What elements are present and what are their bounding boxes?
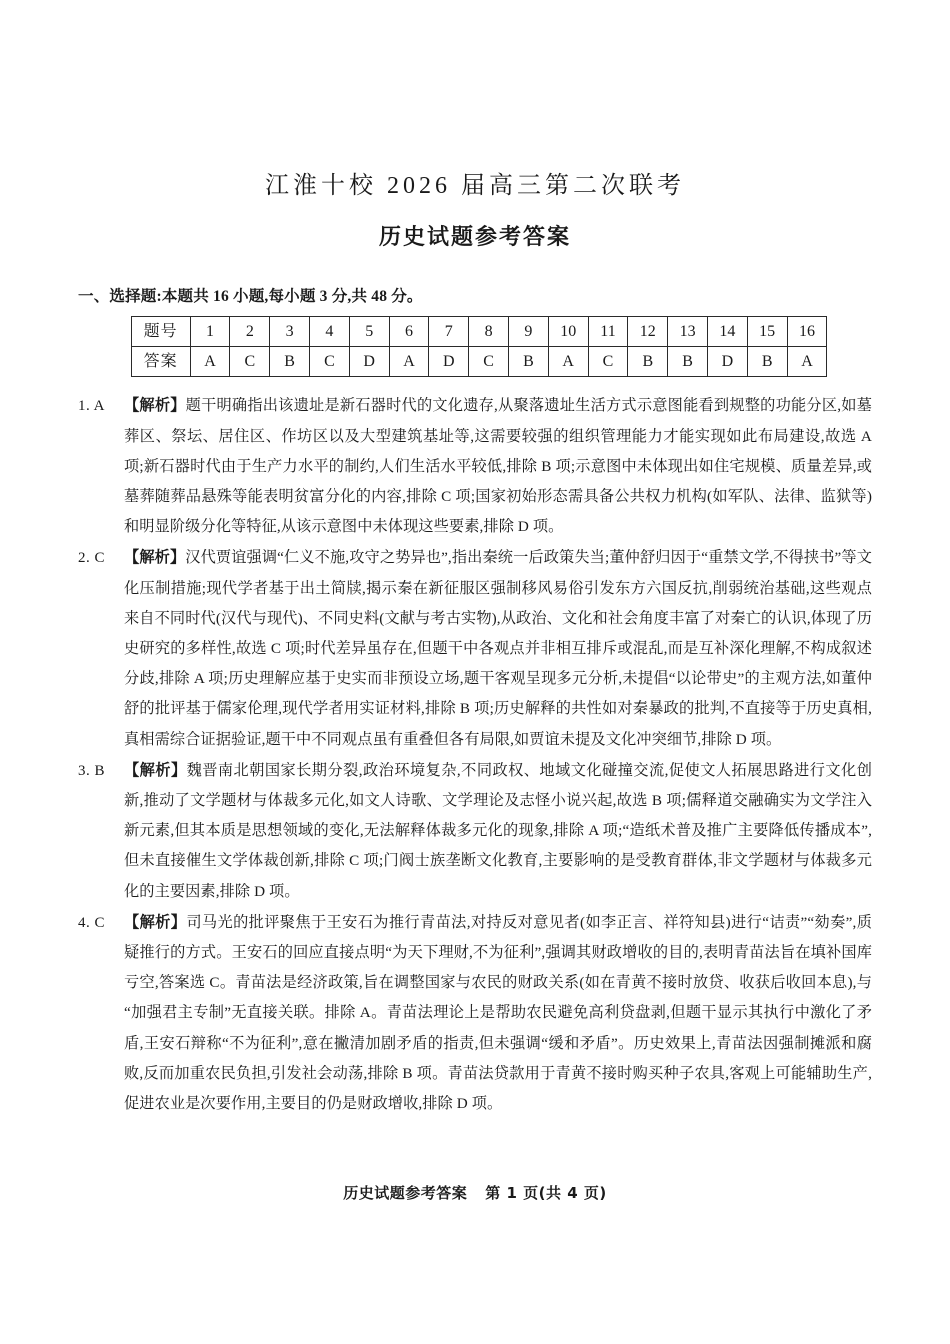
explanation-tag: 【解析】 — [124, 913, 187, 931]
question-number-cell: 4 — [310, 317, 350, 347]
page-subtitle: 历史试题参考答案 — [378, 224, 571, 250]
explanation-list — [0, 377, 950, 1119]
explanation-tag: 【解析】 — [124, 397, 186, 415]
question-number-cell: 1 — [190, 317, 230, 347]
question-number-cell: 16 — [787, 317, 827, 347]
footer-page-info: 第 1 页(共 4 页) — [485, 1184, 607, 1202]
question-number-cell: 7 — [429, 317, 469, 347]
explanation-tag: 【解析】 — [124, 761, 187, 779]
explanation-text: 汉代贾谊强调“仁义不施,攻守之势异也”,指出秦统一后政策失当;董仲舒归因于“重禁文学,不得挟书”等文化压制措施;现代学者基于出土简牍,揭示秦在新征服区强制移风易俗引发东方六国反抗,削弱统治基础,这些观点来自不同时代(汉代与现代)、不同史料(文献与考古实物),从政治、文化和社会角度丰富了对秦亡的认识,体现了历史研究的多样性,故选 C 项;时代差异虽存在,但题干中各观点并非相互排斥或混乱,而是互补深化理解,不构成叙述分歧,排除 A 项;历史理解应基于史实而非预设立场,题干客观呈现多元分析,未提倡“以论带史”的主观方法,如董仲舒的批评基于儒家伦理,现代学者用实证材料,排除 B 项;历史解释的共性如对秦暴政的批判,不直接等于历史真相,真相需综合证据验证,题干中不同观点虽有重叠但各有局限,如贾谊未提及文化冲突细节,排除 D 项。 — [124, 549, 872, 748]
answer-cell: B — [270, 347, 310, 377]
answer-cell: A — [787, 347, 827, 377]
answer-cell: D — [349, 347, 389, 377]
explanation-item — [0, 391, 950, 542]
answer-cell: A — [389, 347, 429, 377]
footer-label: 历史试题参考答案 — [343, 1184, 468, 1202]
answer-cell: A — [548, 347, 588, 377]
explanation-number: 3. B — [78, 762, 106, 779]
question-number-cell: 14 — [707, 317, 747, 347]
question-number-cell: 6 — [389, 317, 429, 347]
question-number-cell: 3 — [270, 317, 310, 347]
answer-cell: C — [588, 347, 628, 377]
question-number-cell: 5 — [349, 317, 389, 347]
answer-cell: B — [668, 347, 708, 377]
page-footer — [0, 1182, 950, 1203]
question-number-cell: 11 — [588, 317, 628, 347]
answer-table-wrapper — [0, 307, 950, 377]
question-number-cell: 15 — [747, 317, 787, 347]
explanation-item — [0, 543, 950, 754]
row-header-question: 题号 — [131, 317, 190, 347]
explanation-body — [124, 756, 872, 907]
question-number-cell: 2 — [230, 317, 270, 347]
page-title: 江淮十校 2026 届高三第二次联考 — [265, 173, 685, 199]
explanation-text: 司马光的批评聚焦于王安石为推行青苗法,对持反对意见者(如李正言、祥符知县)进行“诘责”“劾奏”,质疑推行的方式。王安石的回应直接点明“为天下理财,不为征利”,强调其财政增收的目的,表明青苗法旨在填补国库亏空,答案选 C。青苗法是经济政策,旨在调整国家与农民的财政关系(如在青黄不接时放贷、收获后收回本息),与“加强君主专制”无直接关联。排除 A。青苗法理论上是帮助农民避免高利贷盘剥,但题干显示其执行中激化了矛盾,王安石辩称“不为征利”,意在撇清加剧矛盾的指责,但未强调“缓和矛盾”。历史效果上,青苗法因强制摊派和腐败,反而加重农民负担,引发社会动荡,排除 B 项。青苗法贷款用于青黄不接时购买种子农具,客观上可能辅助生产,促进农业是次要作用,主要目的仍是财政增收,排除 D 项。 — [124, 913, 872, 1112]
explanation-number: 1. A — [78, 398, 106, 415]
explanation-body — [124, 908, 872, 1119]
explanation-text: 魏晋南北朝国家长期分裂,政治环境复杂,不同政权、地域文化碰撞交流,促使文人拓展思路进行文化创新,推动了文学题材与体裁多元化,如文人诗歌、文学理论及志怪小说兴起,故选 B 项;儒释道交融确实为文学注入新元素,但其本质是思想领域的变化,无法解释体裁多元化的现象,排除 A 项;“造纸术普及推广主要降低传播成本”,但未直接催生文学体裁创新,排除 C 项;门阀士族垄断文化教育,主要影响的是受教育群体,非文学题材与体裁多元化的主要因素,排除 D 项。 — [124, 761, 872, 900]
answer-table — [131, 316, 828, 377]
explanation-item — [0, 756, 950, 907]
question-number-cell: 12 — [628, 317, 668, 347]
row-header-answer: 答案 — [131, 347, 190, 377]
answer-cell: B — [628, 347, 668, 377]
explanation-tag: 【解析】 — [124, 549, 186, 567]
answer-cell: D — [429, 347, 469, 377]
explanation-body — [124, 543, 872, 754]
question-number-cell: 10 — [548, 317, 588, 347]
table-row-question-numbers — [131, 317, 827, 347]
answer-cell: B — [509, 347, 549, 377]
answer-cell: C — [469, 347, 509, 377]
question-number-cell: 13 — [668, 317, 708, 347]
explanation-item — [0, 908, 950, 1119]
answer-cell: C — [230, 347, 270, 377]
section-heading: 一、选择题:本题共 16 小题,每小题 3 分,共 48 分。 — [78, 288, 423, 306]
explanation-number: 2. C — [78, 550, 106, 567]
question-number-cell: 9 — [509, 317, 549, 347]
answer-cell: D — [707, 347, 747, 377]
table-row-answers — [131, 347, 827, 377]
answer-cell: B — [747, 347, 787, 377]
explanation-number: 4. C — [78, 914, 106, 931]
explanation-body — [124, 391, 872, 542]
explanation-text: 题干明确指出该遗址是新石器时代的文化遗存,从聚落遗址生活方式示意图能看到规整的功能分区,如墓葬区、祭坛、居住区、作坊区以及大型建筑基址等,这需要较强的组织管理能力才能实现如此布局建设,故选 A 项;新石器时代由于生产力水平的制约,人们生活水平较低,排除 B 项;示意图中未体现出如住宅规模、质量差异,或墓葬随葬品悬殊等能表明贫富分化的内容,排除 C 项;国家初始形态需具备公共权力机构(如军队、法律、监狱等)和明显阶级分化等特征,从该示意图中未体现这些要素,排除 D 项。 — [124, 397, 872, 536]
answer-cell: A — [190, 347, 230, 377]
answer-cell: C — [310, 347, 350, 377]
question-number-cell: 8 — [469, 317, 509, 347]
